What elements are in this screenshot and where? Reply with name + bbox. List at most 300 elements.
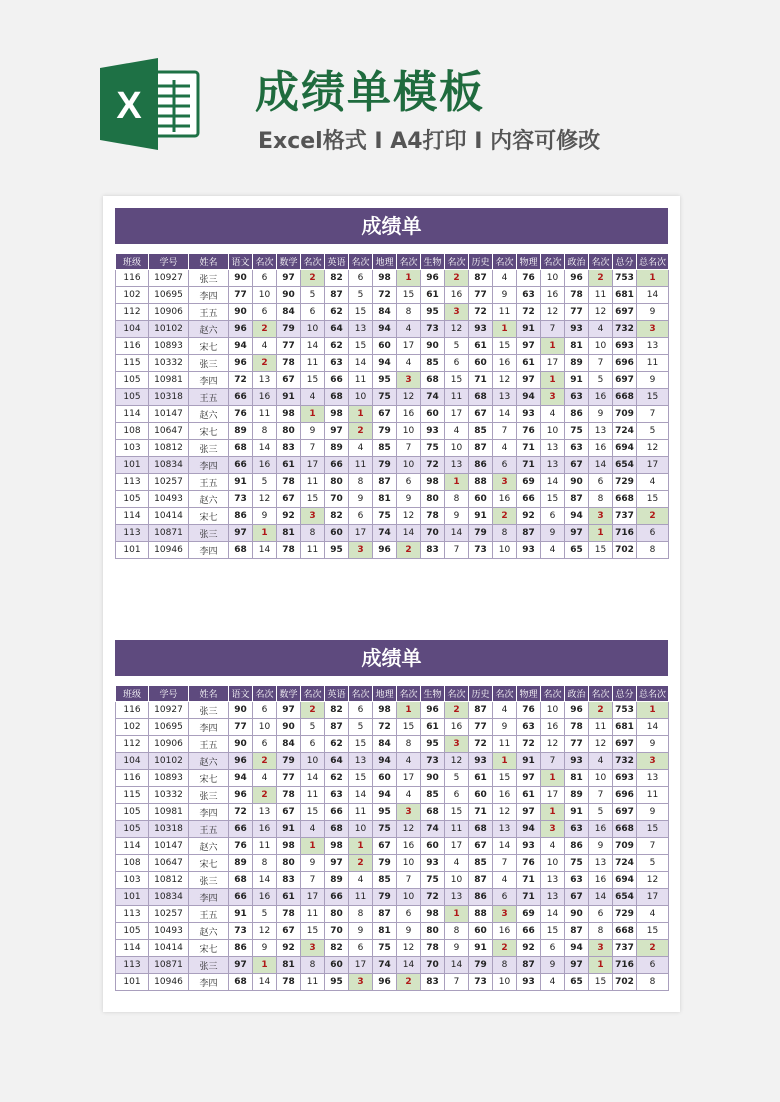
table-cell: 1: [637, 702, 669, 719]
table-cell: 李四: [189, 457, 229, 474]
table-cell: 709: [613, 406, 637, 423]
table-cell: 8: [397, 736, 421, 753]
table-cell: 76: [517, 423, 541, 440]
table-cell: 87: [325, 719, 349, 736]
table-row: [116, 770, 669, 787]
table-cell: 112: [116, 304, 149, 321]
table-cell: 73: [229, 491, 253, 508]
table-cell: 73: [469, 542, 493, 559]
column-header: 名次: [397, 686, 421, 702]
table-cell: 5: [253, 906, 277, 923]
table-cell: 96: [373, 542, 397, 559]
table-cell: 4: [493, 702, 517, 719]
table-cell: 2: [637, 508, 669, 525]
table-cell: 9: [541, 525, 565, 542]
table-cell: 6: [541, 508, 565, 525]
column-header: 姓名: [189, 254, 229, 270]
table-cell: 14: [397, 957, 421, 974]
table-cell: 1: [301, 406, 325, 423]
table-cell: 84: [373, 736, 397, 753]
table-cell: 105: [116, 804, 149, 821]
table-cell: 10147: [149, 838, 189, 855]
table-cell: 98: [325, 838, 349, 855]
table-cell: 98: [277, 838, 301, 855]
table-cell: 114: [116, 838, 149, 855]
table-cell: 张三: [189, 525, 229, 542]
table-cell: 9: [397, 491, 421, 508]
table-cell: 80: [277, 855, 301, 872]
table-cell: 3: [637, 321, 669, 338]
table-row: [116, 855, 669, 872]
table-cell: 115: [116, 787, 149, 804]
table-cell: 16: [589, 872, 613, 889]
table-cell: 668: [613, 821, 637, 838]
table-cell: 94: [565, 940, 589, 957]
table-cell: 9: [445, 508, 469, 525]
table-cell: 13: [493, 389, 517, 406]
table-cell: 5: [301, 287, 325, 304]
table-cell: 68: [229, 974, 253, 991]
table-cell: 62: [325, 304, 349, 321]
table-cell: 6: [349, 702, 373, 719]
table-cell: 1: [541, 372, 565, 389]
table-cell: 66: [517, 923, 541, 940]
table-cell: 李四: [189, 287, 229, 304]
table-row: [116, 787, 669, 804]
table-cell: 66: [325, 804, 349, 821]
table-cell: 7: [493, 423, 517, 440]
table-cell: 95: [421, 736, 445, 753]
table-cell: 113: [116, 525, 149, 542]
column-header: 名次: [349, 254, 373, 270]
table-cell: 2: [397, 542, 421, 559]
table-cell: 10102: [149, 753, 189, 770]
table-cell: 97: [325, 423, 349, 440]
table-row: [116, 508, 669, 525]
table-cell: 113: [116, 474, 149, 491]
table-cell: 10695: [149, 719, 189, 736]
table-cell: 14: [541, 906, 565, 923]
table-cell: 68: [325, 821, 349, 838]
table-cell: 5: [637, 423, 669, 440]
table-cell: 14: [445, 525, 469, 542]
table-cell: 12: [397, 389, 421, 406]
table-cell: 668: [613, 491, 637, 508]
table-cell: 10414: [149, 940, 189, 957]
table-cell: 76: [229, 838, 253, 855]
table-cell: 697: [613, 736, 637, 753]
table-cell: 16: [541, 719, 565, 736]
table-cell: 12: [589, 736, 613, 753]
table-cell: 赵六: [189, 923, 229, 940]
table-cell: 96: [565, 270, 589, 287]
table-cell: 84: [277, 304, 301, 321]
table-cell: 71: [517, 457, 541, 474]
table-cell: 3: [493, 474, 517, 491]
table-cell: 16: [493, 923, 517, 940]
table-cell: 89: [229, 423, 253, 440]
table-row: [116, 457, 669, 474]
table-cell: 96: [565, 702, 589, 719]
table-cell: 11: [589, 719, 613, 736]
table-cell: 王五: [189, 389, 229, 406]
table-cell: 90: [565, 906, 589, 923]
table-cell: 11: [445, 821, 469, 838]
table-cell: 95: [325, 974, 349, 991]
table-cell: 94: [373, 355, 397, 372]
table-cell: 1: [541, 804, 565, 821]
table-header-row: [116, 686, 669, 702]
table-cell: 73: [421, 753, 445, 770]
table-row: [116, 474, 669, 491]
table-cell: 10906: [149, 736, 189, 753]
table-cell: 8: [445, 491, 469, 508]
table-cell: 12: [253, 491, 277, 508]
table-cell: 94: [229, 770, 253, 787]
column-header: 生物: [421, 686, 445, 702]
table-row: [116, 525, 669, 542]
table-cell: 张三: [189, 270, 229, 287]
table-cell: 75: [373, 389, 397, 406]
table-cell: 94: [517, 389, 541, 406]
table-cell: 2: [493, 508, 517, 525]
table-cell: 1: [493, 321, 517, 338]
table-cell: 8: [301, 957, 325, 974]
table-cell: 697: [613, 372, 637, 389]
table-cell: 81: [565, 338, 589, 355]
table-cell: 赵六: [189, 753, 229, 770]
table-cell: 60: [373, 770, 397, 787]
table-cell: 62: [325, 736, 349, 753]
table-cell: 1: [253, 525, 277, 542]
table-cell: 9: [637, 736, 669, 753]
table-cell: 63: [565, 440, 589, 457]
table-row: [116, 270, 669, 287]
table-cell: 9: [253, 940, 277, 957]
table-cell: 赵六: [189, 491, 229, 508]
table-cell: 10: [589, 338, 613, 355]
table-cell: 11: [445, 389, 469, 406]
table-cell: 15: [493, 770, 517, 787]
table-cell: 67: [277, 804, 301, 821]
table-cell: 66: [517, 491, 541, 508]
table-cell: 72: [469, 736, 493, 753]
table-cell: 94: [229, 338, 253, 355]
table-cell: 101: [116, 974, 149, 991]
table-cell: 82: [325, 270, 349, 287]
table-cell: 67: [373, 406, 397, 423]
table-cell: 4: [541, 542, 565, 559]
table-cell: 1: [445, 906, 469, 923]
table-cell: 87: [517, 957, 541, 974]
table-cell: 737: [613, 508, 637, 525]
table-cell: 12: [493, 804, 517, 821]
table-cell: 97: [517, 338, 541, 355]
table-cell: 15: [637, 491, 669, 508]
table-cell: 2: [589, 270, 613, 287]
table-cell: 10: [301, 753, 325, 770]
table-cell: 15: [301, 491, 325, 508]
table-cell: 李四: [189, 719, 229, 736]
table-cell: 11: [349, 804, 373, 821]
table-cell: 4: [301, 821, 325, 838]
table-cell: 654: [613, 889, 637, 906]
table-cell: 93: [517, 406, 541, 423]
table-cell: 13: [589, 423, 613, 440]
table-cell: 4: [397, 753, 421, 770]
table-cell: 86: [565, 406, 589, 423]
column-header: 姓名: [189, 686, 229, 702]
table-cell: 98: [373, 270, 397, 287]
table-cell: 63: [565, 389, 589, 406]
table-cell: 61: [277, 889, 301, 906]
table-cell: 68: [229, 542, 253, 559]
table-cell: 王五: [189, 304, 229, 321]
table-cell: 17: [637, 889, 669, 906]
column-header: 名次: [301, 254, 325, 270]
table-cell: 2: [445, 702, 469, 719]
table-cell: 2: [493, 940, 517, 957]
table-cell: 697: [613, 804, 637, 821]
table-row: [116, 702, 669, 719]
table-cell: 108: [116, 423, 149, 440]
column-header: 英语: [325, 686, 349, 702]
table-cell: 5: [445, 770, 469, 787]
table-cell: 76: [517, 855, 541, 872]
table-cell: 5: [589, 804, 613, 821]
table-cell: 10: [541, 270, 565, 287]
table-cell: 10647: [149, 855, 189, 872]
table-cell: 2: [253, 321, 277, 338]
table-cell: 68: [469, 389, 493, 406]
table-cell: 61: [421, 287, 445, 304]
table-cell: 72: [469, 304, 493, 321]
table-header-row: [116, 254, 669, 270]
table-cell: 68: [325, 389, 349, 406]
table-cell: 98: [373, 702, 397, 719]
table-cell: 2: [301, 270, 325, 287]
table-cell: 6: [589, 474, 613, 491]
column-header: 名次: [349, 686, 373, 702]
table-cell: 104: [116, 321, 149, 338]
table-cell: 3: [541, 389, 565, 406]
table-cell: 10927: [149, 270, 189, 287]
table-cell: 82: [325, 940, 349, 957]
table-cell: 12: [397, 508, 421, 525]
table-cell: 3: [589, 940, 613, 957]
table-row: [116, 491, 669, 508]
table-row: [116, 389, 669, 406]
table-cell: 12: [397, 940, 421, 957]
table-cell: 90: [277, 719, 301, 736]
table-cell: 76: [517, 702, 541, 719]
table-cell: 16: [589, 389, 613, 406]
score-sheet-1: [115, 208, 668, 559]
table-cell: 4: [397, 787, 421, 804]
table-cell: 92: [277, 508, 301, 525]
table-cell: 94: [373, 787, 397, 804]
table-row: [116, 889, 669, 906]
table-cell: 93: [469, 753, 493, 770]
table-cell: 79: [373, 423, 397, 440]
table-cell: 112: [116, 736, 149, 753]
column-header: 政治: [565, 254, 589, 270]
table-cell: 81: [277, 525, 301, 542]
table-cell: 1: [301, 838, 325, 855]
page-title: 成绩单模板: [255, 67, 485, 118]
table-cell: 6: [445, 787, 469, 804]
table-cell: 6: [253, 270, 277, 287]
table-cell: 97: [229, 957, 253, 974]
table-cell: 16: [493, 491, 517, 508]
score-table: [115, 253, 669, 559]
table-cell: 61: [277, 457, 301, 474]
table-cell: 13: [541, 457, 565, 474]
table-cell: 张三: [189, 702, 229, 719]
table-cell: 67: [277, 372, 301, 389]
table-cell: 14: [589, 889, 613, 906]
table-cell: 4: [541, 838, 565, 855]
table-cell: 61: [469, 338, 493, 355]
table-cell: 15: [589, 542, 613, 559]
table-cell: 17: [301, 457, 325, 474]
table-cell: 729: [613, 906, 637, 923]
column-header: 数学: [277, 254, 301, 270]
table-cell: 13: [253, 804, 277, 821]
table-cell: 67: [565, 889, 589, 906]
table-cell: 1: [493, 753, 517, 770]
table-cell: 11: [301, 906, 325, 923]
table-cell: 10834: [149, 889, 189, 906]
column-header: 数学: [277, 686, 301, 702]
table-cell: 15: [493, 338, 517, 355]
table-cell: 72: [421, 457, 445, 474]
table-cell: 75: [565, 423, 589, 440]
table-cell: 8: [493, 525, 517, 542]
table-cell: 82: [325, 702, 349, 719]
table-cell: 6: [493, 457, 517, 474]
table-cell: 694: [613, 872, 637, 889]
table-cell: 16: [589, 821, 613, 838]
column-header: 名次: [541, 686, 565, 702]
table-cell: 11: [301, 787, 325, 804]
table-cell: 89: [325, 872, 349, 889]
table-cell: 12: [445, 321, 469, 338]
table-cell: 85: [469, 855, 493, 872]
table-cell: 102: [116, 287, 149, 304]
table-cell: 78: [421, 940, 445, 957]
table-cell: 1: [589, 525, 613, 542]
table-cell: 694: [613, 440, 637, 457]
table-cell: 94: [565, 508, 589, 525]
table-cell: 3: [349, 542, 373, 559]
table-cell: 16: [493, 787, 517, 804]
column-header: 班级: [116, 254, 149, 270]
table-cell: 86: [229, 940, 253, 957]
column-header: 历史: [469, 686, 493, 702]
table-cell: 80: [325, 474, 349, 491]
table-cell: 83: [421, 542, 445, 559]
table-cell: 94: [517, 821, 541, 838]
table-cell: 93: [421, 855, 445, 872]
table-cell: 15: [589, 974, 613, 991]
table-cell: 10647: [149, 423, 189, 440]
table-cell: 14: [253, 440, 277, 457]
table-cell: 79: [373, 889, 397, 906]
table-cell: 9: [445, 940, 469, 957]
table-cell: 4: [493, 872, 517, 889]
table-cell: 81: [277, 957, 301, 974]
table-cell: 2: [349, 855, 373, 872]
table-cell: 11: [637, 787, 669, 804]
table-cell: 13: [493, 821, 517, 838]
table-cell: 113: [116, 957, 149, 974]
table-row: [116, 338, 669, 355]
table-cell: 6: [589, 906, 613, 923]
table-cell: 89: [325, 440, 349, 457]
table-cell: 14: [301, 770, 325, 787]
table-cell: 宋七: [189, 940, 229, 957]
table-cell: 70: [421, 525, 445, 542]
table-cell: 王五: [189, 906, 229, 923]
sheet-title: 成绩单: [115, 640, 668, 676]
column-header: 名次: [397, 254, 421, 270]
table-cell: 8: [445, 923, 469, 940]
table-cell: 115: [116, 355, 149, 372]
table-cell: 11: [493, 736, 517, 753]
table-cell: 60: [421, 838, 445, 855]
excel-logo-letter: X: [116, 85, 142, 127]
table-cell: 17: [301, 889, 325, 906]
table-cell: 9: [637, 804, 669, 821]
column-header: 名次: [445, 254, 469, 270]
table-cell: 15: [445, 804, 469, 821]
table-cell: 87: [325, 287, 349, 304]
table-cell: 3: [301, 508, 325, 525]
table-cell: 15: [397, 287, 421, 304]
table-cell: 17: [445, 406, 469, 423]
table-cell: 61: [517, 355, 541, 372]
table-cell: 87: [517, 525, 541, 542]
table-cell: 92: [517, 508, 541, 525]
table-cell: 4: [445, 423, 469, 440]
table-cell: 64: [325, 753, 349, 770]
table-cell: 668: [613, 923, 637, 940]
table-cell: 63: [517, 719, 541, 736]
table-cell: 67: [373, 838, 397, 855]
table-cell: 10: [253, 719, 277, 736]
table-cell: 66: [325, 457, 349, 474]
table-cell: 95: [373, 804, 397, 821]
column-header: 总名次: [637, 254, 669, 270]
table-cell: 77: [277, 770, 301, 787]
table-cell: 105: [116, 389, 149, 406]
table-cell: 78: [277, 906, 301, 923]
table-cell: 9: [637, 372, 669, 389]
table-cell: 10893: [149, 338, 189, 355]
table-cell: 85: [373, 872, 397, 889]
table-cell: 10981: [149, 804, 189, 821]
table-cell: 4: [349, 440, 373, 457]
table-cell: 104: [116, 753, 149, 770]
table-cell: 78: [565, 719, 589, 736]
table-cell: 72: [517, 304, 541, 321]
table-cell: 681: [613, 719, 637, 736]
table-cell: 11: [301, 474, 325, 491]
score-table: [115, 685, 669, 991]
table-row: [116, 940, 669, 957]
table-cell: 96: [229, 321, 253, 338]
